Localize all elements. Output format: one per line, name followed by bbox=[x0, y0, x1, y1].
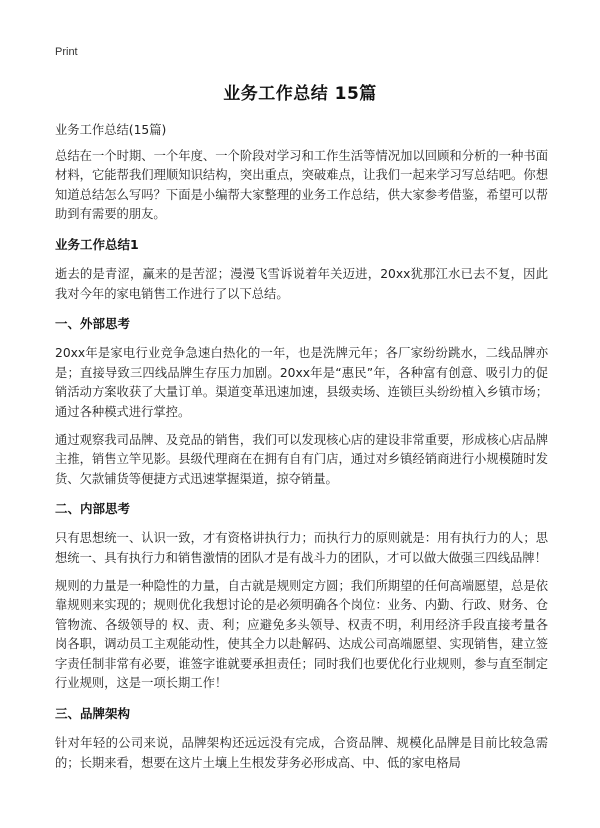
internal-paragraph-1: 只有思想统一、认识一致，才有资格讲执行力；而执行力的原则就是：用有执行力的人；思想统一、具有执行力和销售激情的团队才是有战斗力的团队，才可以做大做强三四线品牌！ bbox=[55, 531, 548, 565]
brand-paragraph-1: 针对年轻的公司来说，品牌架构还远远没有完成，合资品牌、规模化品牌是目前比较急需的；长期来看，想要在这片土壤上生根发芽务必形成高、中、低的家电格局 bbox=[55, 736, 548, 770]
document-subtitle: 业务工作总结(15篇) bbox=[55, 123, 167, 137]
document-body bbox=[55, 121, 548, 781]
intro-paragraph: 总结在一个时期、一个年度、一个阶段对学习和工作生活等情况加以回顾和分析的一种书面材料，它能帮我们理顺知识结构，突出重点，突破难点，让我们一起来学习写总结吧。你想知道总结怎么写吗？下面是小编帮大家整理的业务工作总结，供大家参考借鉴，希望可以帮助到有需要的朋友。 bbox=[55, 148, 548, 222]
section-heading-internal: 二、内部思考 bbox=[55, 501, 131, 517]
internal-paragraph-2: 规则的力量是一种隐性的力量，自古就是规则定方圆；我们所期望的任何高端愿望，总是依靠规则来实现的；规则优化我想讨论的是必须明确各个岗位：业务、内勤、行政、财务、仓管物流、各级领导的 权、责、利；应避免多头领导、权责不明，利用经济手段直接考量各岗各职，调动员工主观能动性，使其全力以赴解码、达成公司高端愿望、实现销售，建立签字责任制非常有必要，谁签字谁就要承担责任；同时我们也要优化行业规则，参与直至制定行业规则，这是一项长期工作！ bbox=[55, 578, 548, 691]
summary-1-paragraph: 逝去的是青涩，赢来的是苦涩；漫漫飞雪诉说着年关迈进，20xx犹那江水已去不复，因此我对今年的家电销售工作进行了以下总结。 bbox=[55, 266, 548, 301]
section-heading-brand: 三、品牌架构 bbox=[55, 706, 131, 722]
section-heading-external: 一、外部思考 bbox=[55, 316, 131, 332]
section-heading-summary-1: 业务工作总结1 bbox=[55, 236, 139, 252]
external-paragraph-2: 通过观察我司品牌、及竞品的销售，我们可以发现核心店的建设非常重要，形成核心店品牌主推，销售立竿见影。县级代理商在在拥有自有门店，通过对乡镇经销商进行小规模随时发货、欠款铺货等便捷方式迅速掌握渠道，掠夺销量。 bbox=[55, 432, 548, 486]
external-paragraph-1: 20xx年是家电行业竞争急速白热化的一年，也是洗牌元年；各厂家纷纷跳水，二线品牌亦是；直接导致三四线品牌生存压力加剧。20xx年是“惠民”年，各种富有创意、吸引力的促销活动方案收获了大量订单。渠道变革迅速加速，县级卖场、连锁巨头纷纷植入乡镇市场；通过各种模式进行掌控。 bbox=[55, 346, 548, 419]
print-label: Print bbox=[55, 46, 78, 58]
document-title: 业务工作总结 15篇 bbox=[223, 84, 377, 104]
